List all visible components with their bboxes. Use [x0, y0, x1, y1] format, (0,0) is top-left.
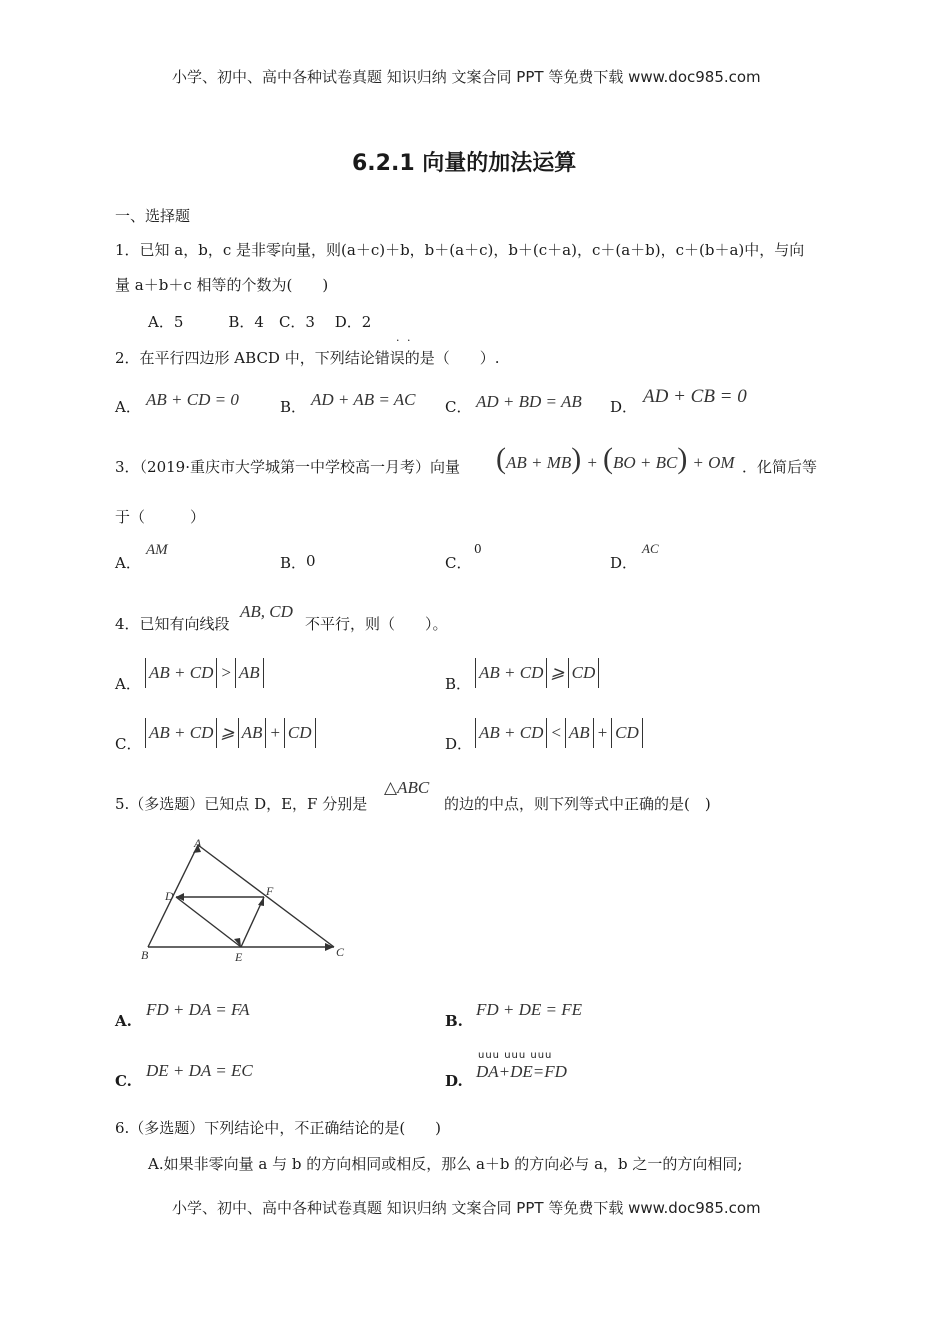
- q4-c-abs-bar: [284, 718, 285, 748]
- q4-c-label: C．: [115, 735, 142, 753]
- q5-a-label: A.: [115, 1012, 132, 1030]
- q4-c-formula: [142, 718, 319, 748]
- q2-c-label: C．: [445, 398, 472, 416]
- q3-line2: 于（ ）: [115, 508, 206, 526]
- q4-suffix: 不平行，则（ ）。: [305, 615, 448, 633]
- q4-prefix: 4．已知有向线段: [115, 615, 230, 633]
- label-F: F: [266, 884, 274, 898]
- q4-b-right: CD: [571, 663, 596, 682]
- q2-b-label: B．: [280, 398, 307, 416]
- q4-c-abs-bar: [145, 718, 146, 748]
- q3-open-paren-2: (: [602, 442, 613, 475]
- q4-c-abs-bar: [265, 718, 266, 748]
- label-C: C: [336, 945, 345, 959]
- q4-a-right: AB: [238, 663, 260, 682]
- q4-d-abs-bar: [593, 718, 594, 748]
- q3-expression: [496, 444, 735, 474]
- q3-prefix: 3．（2019·重庆市大学城第一中学校高一月考）向量: [115, 458, 460, 476]
- section-heading: 一、选择题: [115, 207, 191, 225]
- q2-emphasis-dots: · ·: [396, 334, 413, 347]
- page-title: 6.2.1 向量的加法运算: [352, 151, 577, 176]
- q5-triangle: △ABC: [384, 778, 430, 797]
- q4-a-op: >: [220, 663, 232, 682]
- q4-c-r2: CD: [287, 723, 312, 742]
- q4-d-left: AB + CD: [479, 723, 544, 742]
- q4-c-abs-bar: [238, 718, 239, 748]
- label-D: D: [165, 889, 174, 903]
- q4-b-abs-bar: [568, 658, 569, 688]
- q4-b-label: B．: [445, 675, 472, 693]
- label-B: B: [141, 948, 149, 962]
- q4-c-abs-bar: [216, 718, 217, 748]
- label-E: E: [235, 950, 243, 964]
- q5-a-formula: FD + DA = FA: [146, 1000, 250, 1019]
- q4-c-left: AB + CD: [149, 723, 214, 742]
- q4-d-plus: +: [596, 723, 609, 742]
- q3-b-answer: 0: [306, 552, 316, 570]
- q4-a-abs-bar: [145, 658, 146, 688]
- arrow-at-F: [258, 897, 264, 906]
- q3-open-paren-1: (: [496, 442, 506, 475]
- q3-expr3: + OM: [692, 453, 735, 472]
- q5-d-formula: DA+DE=FD: [476, 1062, 567, 1081]
- q2-c-formula: AD + BD = AB: [476, 392, 582, 411]
- q3-close-paren-2: ): [677, 442, 688, 475]
- q4-d-abs-bar: [565, 718, 566, 748]
- q5-b-formula: FD + DE = FE: [476, 1000, 583, 1019]
- q3-c-label: C．: [445, 554, 472, 572]
- q4-b-abs-bar: [546, 658, 547, 688]
- q4-d-formula: [472, 718, 646, 748]
- q5-c-label: C.: [115, 1072, 132, 1090]
- page-footer: 小学、初中、高中各种试卷真题 知识归纳 文案合同 PPT 等免费下载 www.doc985.com: [172, 1199, 761, 1217]
- q4-b-abs-bar: [475, 658, 476, 688]
- q4-d-r1: AB: [568, 723, 590, 742]
- q4-d-abs-bar: [546, 718, 547, 748]
- q3-plus: +: [586, 453, 598, 472]
- q4-d-r2: CD: [615, 723, 639, 742]
- q3-d-label: D．: [610, 554, 638, 572]
- label-A: A: [194, 836, 202, 850]
- q4-c-op: ⩾: [220, 723, 235, 742]
- q4-b-op: ⩾: [550, 663, 565, 682]
- q2-stem: 2．在平行四边形 ABCD 中，下列结论错误的是（ ）.: [115, 349, 500, 367]
- q4-d-abs-bar: [642, 718, 643, 748]
- q3-a-answer: AM: [146, 542, 168, 558]
- q4-a-abs-bar: [235, 658, 236, 688]
- q4-b-abs-bar: [598, 658, 599, 688]
- q5-d-label: D.: [445, 1072, 463, 1090]
- q4-a-abs-bar: [216, 658, 217, 688]
- q4-d-abs-bar: [475, 718, 476, 748]
- q3-b-label: B．: [280, 554, 307, 572]
- q5-d-vector-marks: uuu uuu uuu: [478, 1050, 553, 1061]
- q4-d-op: <: [550, 723, 562, 742]
- segment-DE: [176, 897, 241, 947]
- q5-prefix: 5.（多选题）已知点 D，E，F 分别是: [115, 795, 368, 813]
- q4-d-label: D．: [445, 735, 473, 753]
- q4-b-left: AB + CD: [479, 663, 544, 682]
- q2-b-formula: AD + AB = AC: [311, 390, 416, 409]
- q6-stem: 6.（多选题）下列结论中，不正确结论的是( ): [115, 1119, 442, 1137]
- q6-option-a: A.如果非零向量 a 与 b 的方向相同或相反，那么 a＋b 的方向必与 a，b 之一的方向相同;: [148, 1155, 743, 1173]
- q3-d-answer: AC: [642, 541, 659, 556]
- q5-suffix: 的边的中点，则下列等式中正确的是( ): [444, 795, 711, 813]
- q2-d-formula: AD + CB = 0: [643, 386, 747, 407]
- q4-c-abs-bar: [315, 718, 316, 748]
- q4-c-r1: AB: [241, 723, 263, 742]
- q3-expr1: AB + MB: [506, 453, 572, 472]
- page-header: 小学、初中、高中各种试卷真题 知识归纳 文案合同 PPT 等免费下载 www.doc985.com: [172, 68, 761, 86]
- q1-options: A．5 B．4 C．3 D．2: [148, 313, 372, 331]
- q4-segments: AB, CD: [240, 602, 293, 621]
- q3-suffix: ．化简后等: [742, 458, 818, 476]
- q4-a-label: A．: [115, 675, 141, 693]
- q3-a-label: A．: [115, 554, 141, 572]
- q2-a-formula: AB + CD = 0: [146, 390, 239, 409]
- q5-c-formula: DE + DA = EC: [146, 1061, 253, 1080]
- q3-expr2: BO + BC: [612, 453, 678, 472]
- q4-c-plus: +: [269, 723, 281, 742]
- q4-a-abs-bar: [263, 658, 264, 688]
- q1-line2: 量 a＋b＋c 相等的个数为( ): [115, 276, 329, 294]
- q4-a-left: AB + CD: [149, 663, 214, 682]
- q4-d-abs-bar: [611, 718, 612, 748]
- q1-line1: 1．已知 a，b，c 是非零向量，则(a＋c)＋b，b＋(a＋c)，b＋(c＋a)，c＋(a＋b)，c＋(b＋a)中，与向: [115, 241, 805, 259]
- q5-b-label: B.: [445, 1012, 463, 1030]
- q3-c-answer: 0: [474, 542, 482, 556]
- triangle-figure: [130, 835, 360, 970]
- q2-d-label: D．: [610, 398, 638, 416]
- q4-b-formula: [472, 658, 602, 688]
- q4-a-formula: [142, 658, 267, 688]
- q2-a-label: A．: [115, 398, 141, 416]
- q3-close-paren-1: ): [571, 442, 582, 475]
